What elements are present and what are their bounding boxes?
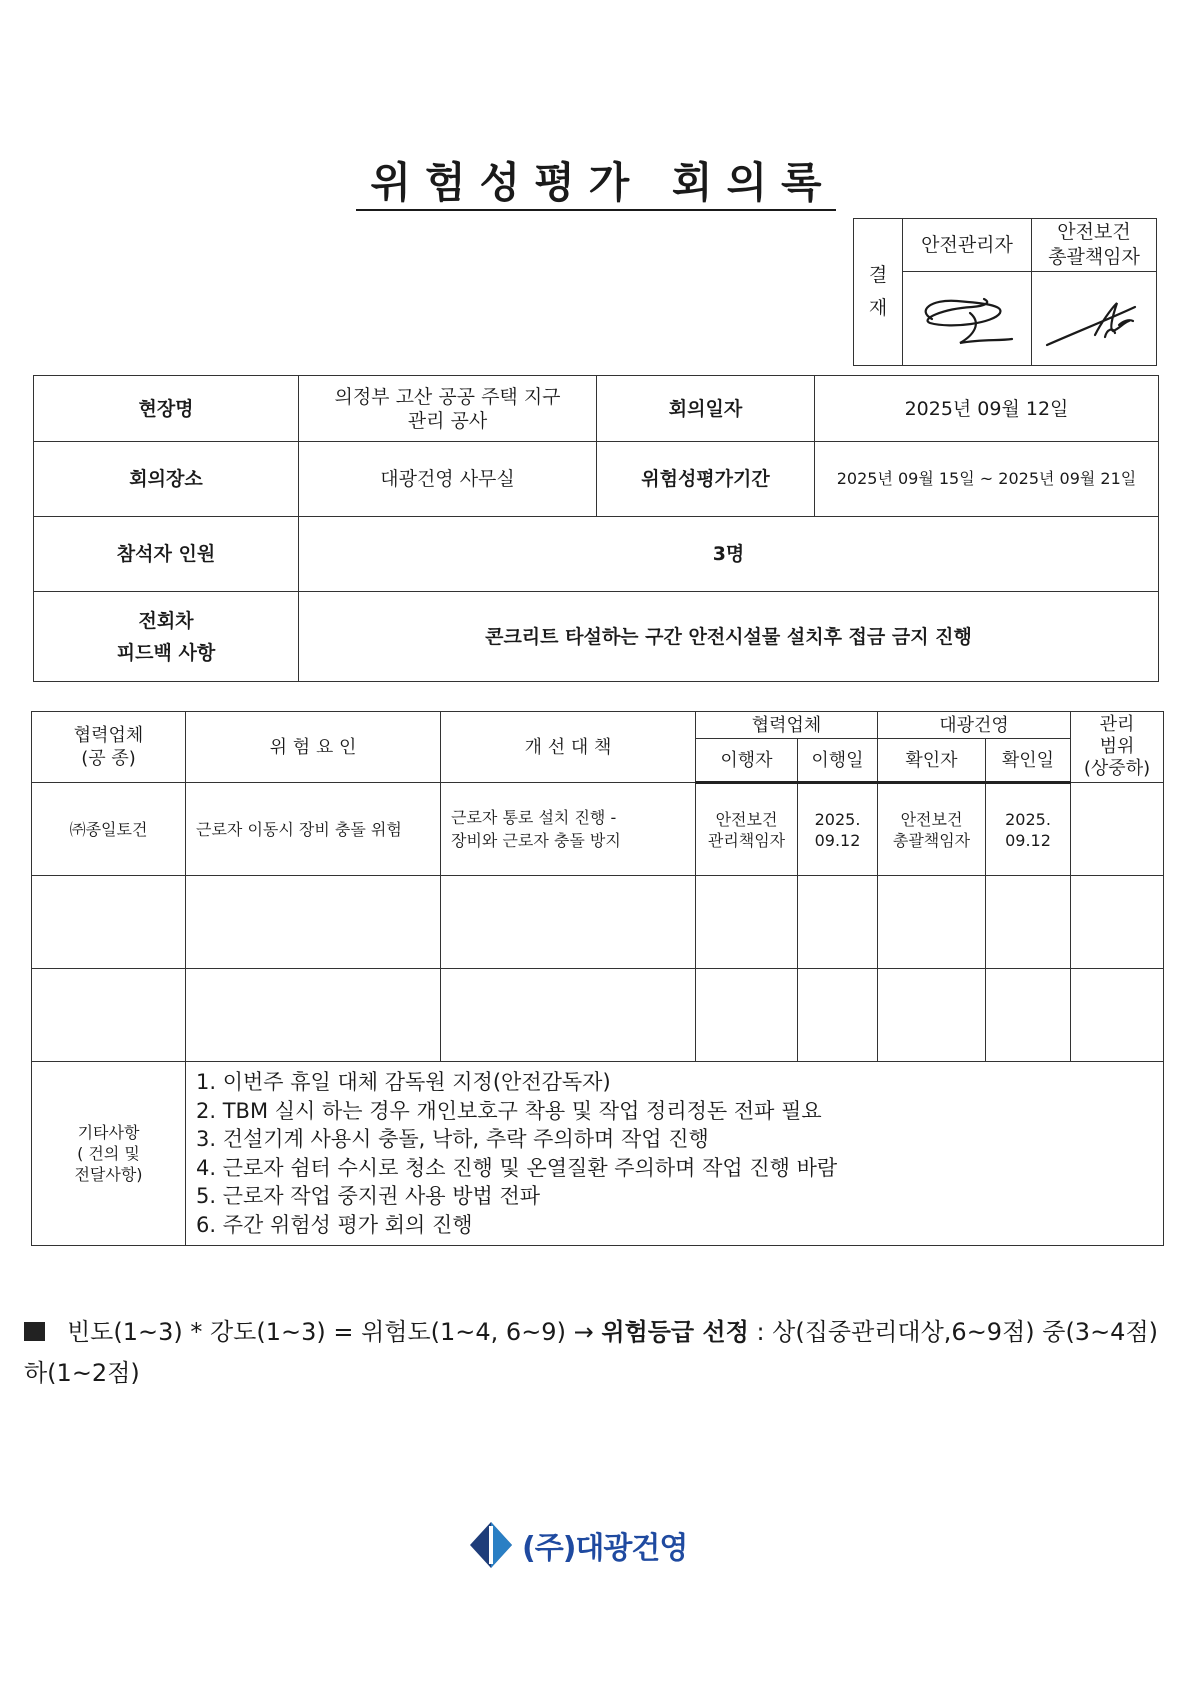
row-partner: ㈜종일토건 — [32, 783, 186, 876]
document-title: 위험성평가 회의록 — [0, 150, 1192, 210]
empty-cell — [986, 969, 1071, 1062]
site-value-line2: 관리 공사 — [407, 409, 488, 432]
approval-label-2: 재 — [868, 297, 888, 319]
site-value-line1: 의정부 고산 공공 주택 지구 — [334, 385, 561, 408]
empty-cell — [441, 876, 696, 969]
empty-cell — [1071, 876, 1164, 969]
empty-cell — [441, 969, 696, 1062]
empty-cell — [798, 969, 878, 1062]
header-group-partner: 협력업체 — [696, 712, 878, 739]
row-measure-line2: 장비와 근로자 충돌 방지 — [451, 831, 621, 850]
row-range — [1071, 783, 1164, 876]
empty-cell — [186, 969, 441, 1062]
approval-label-1: 결 — [868, 264, 888, 286]
formula-bold: 위험등급 선정 — [601, 1318, 749, 1346]
approval-header-2-line1: 안전보건 — [1057, 221, 1131, 243]
header-impl-date: 이행일 — [798, 739, 878, 783]
note-item: 1. 이번주 휴일 대체 감독원 지정(안전감독자) — [196, 1070, 611, 1094]
empty-cell — [1071, 969, 1164, 1062]
approval-header-general-manager — [1032, 219, 1156, 272]
attendees-label: 참석자 인원 — [34, 517, 299, 592]
empty-cell — [696, 876, 798, 969]
header-confirm-date: 확인일 — [986, 739, 1071, 783]
row-impl-date-line1: 2025. — [814, 809, 861, 829]
empty-cell — [186, 876, 441, 969]
row-implementer — [696, 783, 798, 876]
signature-general-manager — [1032, 272, 1156, 365]
header-group-company: 대광건영 — [878, 712, 1071, 739]
table-row — [32, 969, 1164, 1062]
row-confirmer — [878, 783, 986, 876]
row-measure — [441, 783, 696, 876]
square-bullet-icon — [24, 1322, 45, 1341]
approval-box — [853, 218, 1157, 366]
note-item: 2. TBM 실시 하는 경우 개인보호구 착용 및 작업 정리정돈 전파 필요 — [196, 1098, 822, 1123]
row-confirm-date-line1: 2025. — [1005, 809, 1051, 829]
header-implementer: 이행자 — [696, 739, 798, 783]
notes-label — [32, 1062, 186, 1246]
header-confirmer: 확인자 — [878, 739, 986, 783]
table-row — [32, 876, 1164, 969]
place-label: 회의장소 — [34, 442, 299, 517]
site-value — [299, 376, 597, 442]
company-logo — [470, 1520, 730, 1570]
feedback-value: 콘크리트 타설하는 구간 안전시설물 설치후 접금 금지 진행 — [299, 592, 1159, 682]
header-hazard: 위 험 요 인 — [186, 712, 441, 783]
place-value: 대광건영 사무실 — [299, 442, 597, 517]
feedback-label — [34, 592, 299, 682]
approval-label — [854, 219, 903, 365]
risk-grade-formula — [24, 1312, 1164, 1394]
header-range-line2: 범위 — [1099, 736, 1135, 757]
empty-cell — [878, 969, 986, 1062]
company-name: (주)대광건영 — [522, 1531, 688, 1566]
empty-cell — [32, 969, 186, 1062]
row-confirmer-line1: 안전보건 — [900, 809, 963, 829]
notes-list — [186, 1062, 1164, 1246]
approval-header-safety-manager: 안전관리자 — [903, 219, 1032, 272]
risk-assessment-table — [31, 711, 1164, 1246]
date-label: 회의일자 — [597, 376, 815, 442]
row-measure-line1: 근로자 통로 설치 진행 - — [451, 808, 617, 827]
header-partner-line2: (공 종) — [81, 748, 136, 769]
header-measure: 개 선 대 책 — [441, 712, 696, 783]
header-range-line3: (상중하) — [1083, 758, 1151, 779]
approval-header-2-line2: 총괄책임자 — [1048, 246, 1140, 268]
note-item: 3. 건설기계 사용시 충돌, 낙하, 추락 주의하며 작업 진행 — [196, 1127, 709, 1151]
note-item: 4. 근로자 쉼터 수시로 청소 진행 및 온열질환 주의하며 작업 진행 바람 — [196, 1155, 838, 1180]
note-item: 6. 주간 위험성 평가 회의 진행 — [196, 1212, 473, 1237]
notes-label-line3: 전달사항) — [74, 1165, 143, 1184]
row-hazard: 근로자 이동시 장비 충돌 위험 — [186, 783, 441, 876]
empty-cell — [986, 876, 1071, 969]
row-implementer-line1: 안전보건 — [715, 809, 778, 829]
notes-label-line2: ( 건의 및 — [77, 1144, 140, 1163]
date-value: 2025년 09월 12일 — [815, 376, 1159, 442]
period-label: 위험성평가기간 — [597, 442, 815, 517]
row-confirm-date — [986, 783, 1071, 876]
formula-text-2: : 상(집중관리대상,6~9점) 중(3~4점) 하(1~2점) — [24, 1318, 1158, 1387]
period-value: 2025년 09월 15일 ~ 2025년 09월 21일 — [815, 442, 1159, 517]
empty-cell — [798, 876, 878, 969]
feedback-label-line1: 전회차 — [138, 609, 194, 632]
row-implementer-line2: 관리책임자 — [707, 830, 786, 850]
header-range — [1071, 712, 1164, 783]
empty-cell — [32, 876, 186, 969]
feedback-label-line2: 피드백 사항 — [116, 641, 216, 664]
row-impl-date-line2: 09.12 — [814, 830, 861, 850]
meeting-info-table — [33, 375, 1159, 682]
signature-safety-manager — [903, 272, 1032, 365]
notes-label-line1: 기타사항 — [77, 1123, 140, 1142]
attendees-value: 3명 — [299, 517, 1159, 592]
row-confirm-date-line2: 09.12 — [1005, 830, 1051, 850]
empty-cell — [878, 876, 986, 969]
row-impl-date — [798, 783, 878, 876]
formula-text-1: 빈도(1~3) * 강도(1~3) = 위험도(1~4, 6~9) → — [67, 1318, 594, 1346]
table-row — [32, 783, 1164, 876]
site-label: 현장명 — [34, 376, 299, 442]
empty-cell — [696, 969, 798, 1062]
header-partner — [32, 712, 186, 783]
note-item: 5. 근로자 작업 중지권 사용 방법 전파 — [196, 1184, 541, 1208]
header-range-line1: 관리 — [1099, 714, 1135, 735]
row-confirmer-line2: 총괄책임자 — [892, 830, 971, 850]
header-partner-line1: 협력업체 — [73, 725, 144, 746]
diamond-logo-icon — [470, 1522, 512, 1568]
